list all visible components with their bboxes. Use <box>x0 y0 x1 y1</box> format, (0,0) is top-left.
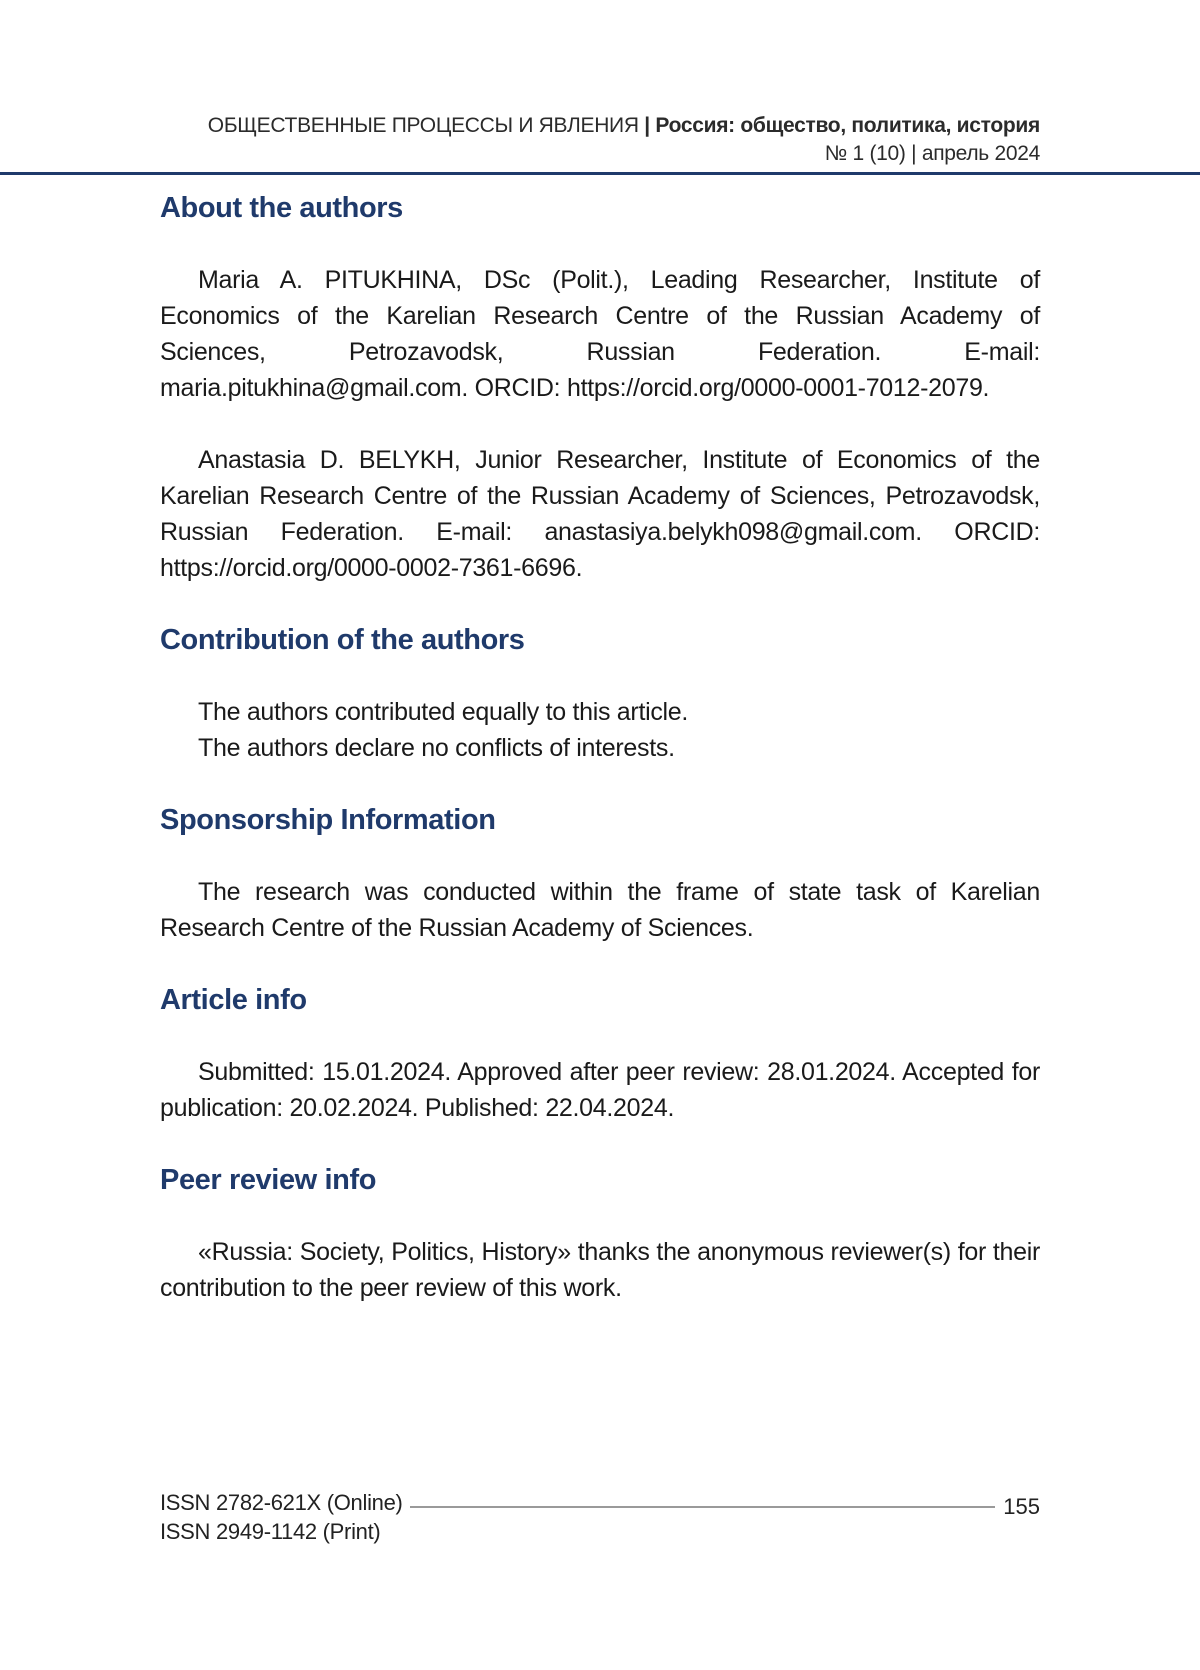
page-number: 155 <box>1003 1492 1040 1521</box>
page-footer <box>160 1488 1040 1546</box>
sponsorship-text: The research was conducted within the frame of state task of Karelian Research Centre of the Russian Academy of Sciences. <box>160 874 1040 946</box>
contribution-heading: Contribution of the authors <box>160 622 1040 658</box>
page-content <box>160 190 1040 1342</box>
peer-review-section <box>160 1162 1040 1306</box>
sponsorship-section <box>160 802 1040 946</box>
journal-title: Россия: общество, политика, история <box>655 114 1040 137</box>
author-2-bio: Anastasia D. BELYKH, Junior Researcher, Institute of Economics of the Karelian Research Centre of the Russian Academy of Sciences, Petrozavodsk, Russian Federation. E-mail: anastasiya.belykh098@gmail.com. ORCID: https://orcid.org/0000-0002-7361-6696. <box>160 442 1040 586</box>
header-divider <box>0 172 1200 175</box>
about-authors-section <box>160 190 1040 586</box>
author-1-bio: Maria A. PITUKHINA, DSc (Polit.), Leading Researcher, Institute of Economics of the Karelian Research Centre of the Russian Academy of Sciences, Petrozavodsk, Russian Federation. E-mail: maria.pitukhina@gmail.com. ORCID: https://orcid.org/0000-0001-7012-2079. <box>160 262 1040 406</box>
article-info-text: Submitted: 15.01.2024. Approved after peer review: 28.01.2024. Accepted for publication: 20.02.2024. Published: 22.04.2024. <box>160 1054 1040 1126</box>
issue-info: № 1 (10) | апрель 2024 <box>0 140 1040 168</box>
sponsorship-heading: Sponsorship Information <box>160 802 1040 838</box>
peer-review-text: «Russia: Society, Politics, History» thanks the anonymous reviewer(s) for their contribution to the peer review of this work. <box>160 1234 1040 1306</box>
issn-online: ISSN 2782-621X (Online) <box>160 1488 1040 1517</box>
header-line-1 <box>0 112 1040 140</box>
contribution-section <box>160 622 1040 766</box>
footer-divider <box>410 1506 995 1508</box>
peer-review-heading: Peer review info <box>160 1162 1040 1198</box>
contribution-line-2: The authors declare no conflicts of interests. <box>160 730 1040 766</box>
contribution-line-1: The authors contributed equally to this article. <box>160 694 1040 730</box>
about-authors-heading: About the authors <box>160 190 1040 226</box>
issn-print: ISSN 2949-1142 (Print) <box>160 1517 1040 1546</box>
section-label: ОБЩЕСТВЕННЫЕ ПРОЦЕССЫ И ЯВЛЕНИЯ <box>208 114 639 137</box>
article-info-heading: Article info <box>160 982 1040 1018</box>
article-info-section <box>160 982 1040 1126</box>
running-header <box>0 112 1040 168</box>
header-separator: | <box>644 114 650 137</box>
